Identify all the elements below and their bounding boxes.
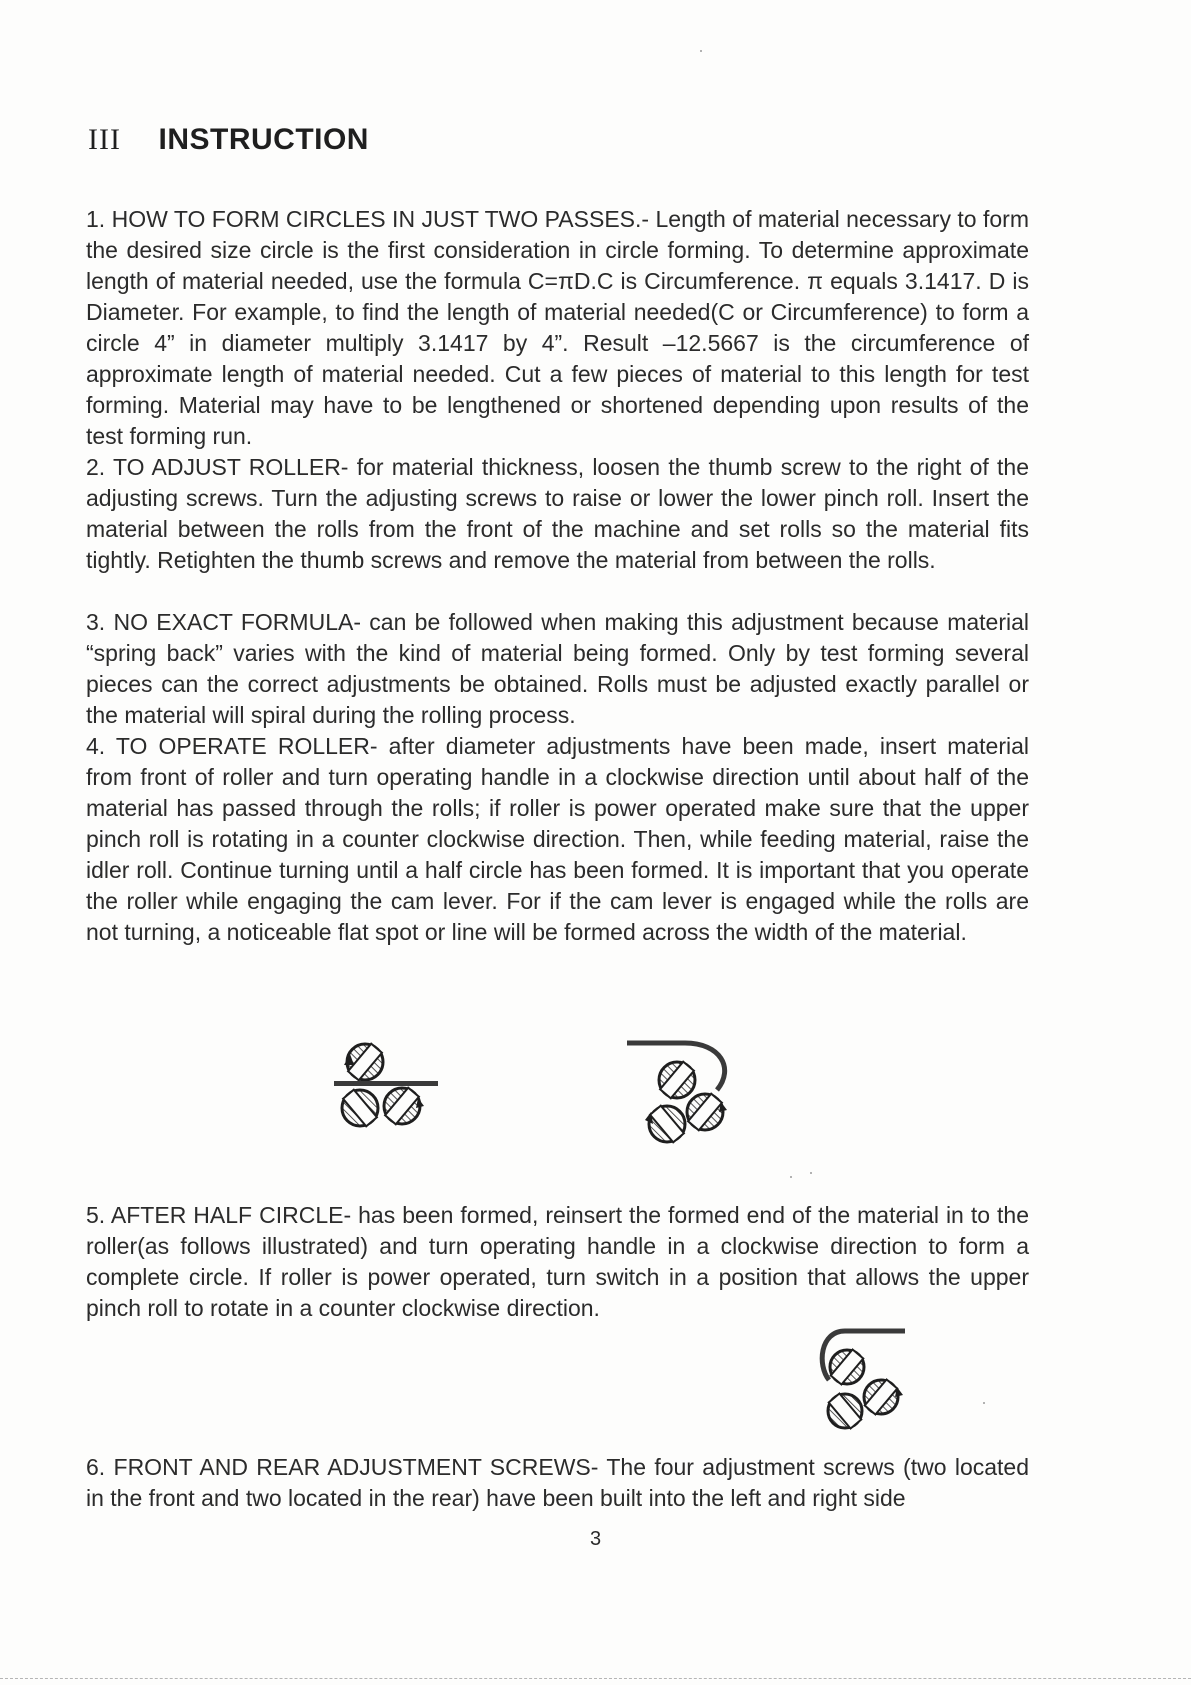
lower-pinch-roll [342, 1090, 378, 1127]
paragraph-lead: 6. FRONT AND REAR ADJUSTMENT SCREWS- [86, 1454, 599, 1480]
rollers-complete-circle-figure [815, 1325, 925, 1435]
upper-roll [830, 1349, 864, 1384]
upper-roll [659, 1062, 695, 1099]
paragraph-lead: 1. HOW TO FORM CIRCLES IN JUST TWO PASSES.- [86, 206, 650, 232]
material-sheet [334, 1081, 438, 1086]
paragraph-body: for material thickness, loosen the thumb screw to the right of the adjusting screws. Turn the adjusting screws to raise or lower the lower pinch roll. Insert the material between the rolls from the front of the machine and set rolls so the material fits tightly. Retighten the thumb screws and remove the material from between the rolls. [86, 454, 1030, 573]
paragraph-lead: 3. NO EXACT FORMULA- [86, 609, 361, 635]
paragraph-lead: 4. TO OPERATE ROLLER- [86, 733, 378, 759]
lower-pinch-roll [828, 1393, 862, 1428]
instruction-paragraph-6 [86, 1452, 1029, 1514]
idler-roll [864, 1379, 903, 1414]
instruction-paragraph-4 [86, 731, 1029, 948]
scan-speck [983, 1402, 985, 1404]
scan-speck [790, 1176, 792, 1178]
scan-speck [810, 1172, 812, 1174]
idler-roll [384, 1088, 424, 1125]
instruction-paragraph-1 [86, 204, 1029, 452]
section-heading [88, 120, 369, 160]
rollers-half-circle-figure [625, 1038, 755, 1148]
paragraph-body: after diameter adjustments have been made, insert material from front of roller and turn operating handle in a clockwise direction until about half of the material has passed through the rolls; if roller is power operated make sure that the upper pinch roll is rotating in a counter clockwise direction. Then, while feeding material, raise the idler roll. Continue turning until a half circle has been formed. It is important that you operate the roller while engaging the cam lever. For if the cam lever is engaged while the rolls are not turning, a noticeable flat spot or line will be formed across the width of the material. [86, 733, 1029, 945]
paragraph-lead: 5. AFTER HALF CIRCLE- [86, 1202, 352, 1228]
section-numeral: III [88, 123, 121, 156]
scan-speck [700, 50, 702, 52]
paragraph-lead: 2. TO ADJUST ROLLER- [86, 454, 349, 480]
paragraph-body: has been formed, reinsert the formed end of the material in to the roller(as follows illustrated) and turn operating handle in a clockwise direction to form a complete circle. If roller is power operated, turn switch in a position that allows the upper pinch roll to rotate in a counter clockwise direction. [86, 1202, 1030, 1321]
idler-roll [687, 1094, 727, 1131]
instruction-paragraph-2 [86, 452, 1029, 576]
page-number: 3 [589, 1528, 602, 1550]
paragraph-body: Length of material necessary to form the desired size circle is the first consideration in circle forming. To determine approximate length of material needed, use the formula C=πD.C is Circumference. π equals 3.1417. D is Diameter. For example, to find the length of material needed(C or Circumference) to form a circle 4” in diameter multiply 3.1417 by 4”. Result –12.5667 is the circumference of approximate length of material needed. Cut a few pieces of material to this length for test forming. Material may have to be lengthened or shortened depending upon results of the test forming run. [86, 206, 1029, 449]
scan-edge-rule [0, 1678, 1191, 1679]
paragraph-body: The four adjustment screws (two located in the front and two located in the rear) have been built into the left and right side [86, 1454, 1030, 1511]
upper-roll [344, 1044, 383, 1081]
paragraph-body: can be followed when making this adjustment because material “spring back” varies with the kind of material being formed. Only by test forming several pieces can the correct adjustments be obtained. Rolls must be adjusted exactly parallel or the material will spiral during the rolling process. [86, 609, 1029, 728]
section-title: INSTRUCTION [158, 123, 369, 156]
instruction-paragraph-3 [86, 607, 1029, 731]
instruction-paragraph-5 [86, 1200, 1029, 1324]
rollers-flat-material-figure [330, 1040, 440, 1140]
lower-pinch-roll [645, 1106, 685, 1143]
